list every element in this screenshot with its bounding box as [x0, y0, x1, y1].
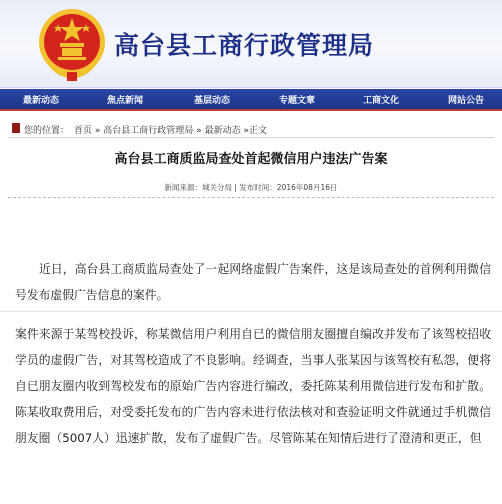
fade-overlay: [406, 482, 496, 502]
meta-divider: [8, 197, 494, 198]
site-header: [0, 0, 502, 88]
article-paragraph-1: 近日，高台县工商质监局查处了一起网络虚假广告案件，这是该局查处的首例利用微信号发布虚假广告信息的案件。: [15, 262, 491, 302]
main-nav: [0, 89, 502, 111]
nav-item-latest-news[interactable]: 最新动态: [23, 96, 60, 106]
breadcrumb-separator: »: [196, 126, 202, 136]
breadcrumb-separator: »: [94, 126, 101, 136]
national-emblem-icon: [36, 6, 108, 82]
breadcrumb-current: »正文: [243, 126, 267, 136]
nav-item-grassroots[interactable]: 基层动态: [194, 96, 231, 106]
article-title: 高台县工商质监局查处首起微信用户违法广告案: [114, 152, 388, 167]
paragraph-divider: [0, 311, 502, 312]
nav-item-culture[interactable]: 工商文化: [363, 96, 400, 106]
breadcrumb: [8, 120, 494, 138]
breadcrumb-agency[interactable]: 高台县工商行政管理局: [103, 126, 194, 136]
article-meta: 新闻来源：城关分局 | 发布时间：2016年08月16日: [164, 183, 338, 192]
location-marker-icon: [12, 123, 20, 133]
breadcrumb-prefix: 您的位置：: [24, 126, 70, 136]
nav-item-announcements[interactable]: 网站公告: [448, 96, 485, 106]
nav-item-focus-news[interactable]: 焦点新闻: [107, 96, 144, 106]
nav-item-topics[interactable]: 专题文章: [279, 96, 316, 106]
breadcrumb-links: [74, 123, 267, 136]
breadcrumb-home[interactable]: 首页: [74, 126, 93, 136]
site-title: 高台县工商行政管理局: [114, 31, 375, 60]
breadcrumb-latest-news[interactable]: 最新动态: [204, 126, 241, 136]
article-paragraph-2: 案件来源于某驾校投诉，称某微信用户利用自已的微信朋友圈擅自编改并发布了该驾校招收学员的虚假广告，对其驾校造成了不良影响。经调查，当事人张某因与该驾校有私怨，便将自已朋友圈内收到驾校发布的原始广告内容进行编改，委托陈某利用微信进行发布和扩散。陈某收取费用后，对受委托发布的广告内容未进行依法核对和查验证明文件就通过手机微信朋友圈（5007人）迅速扩散，发布了虚假广告。尽管陈某在知情后进行了澄清和更正，但: [15, 327, 491, 445]
